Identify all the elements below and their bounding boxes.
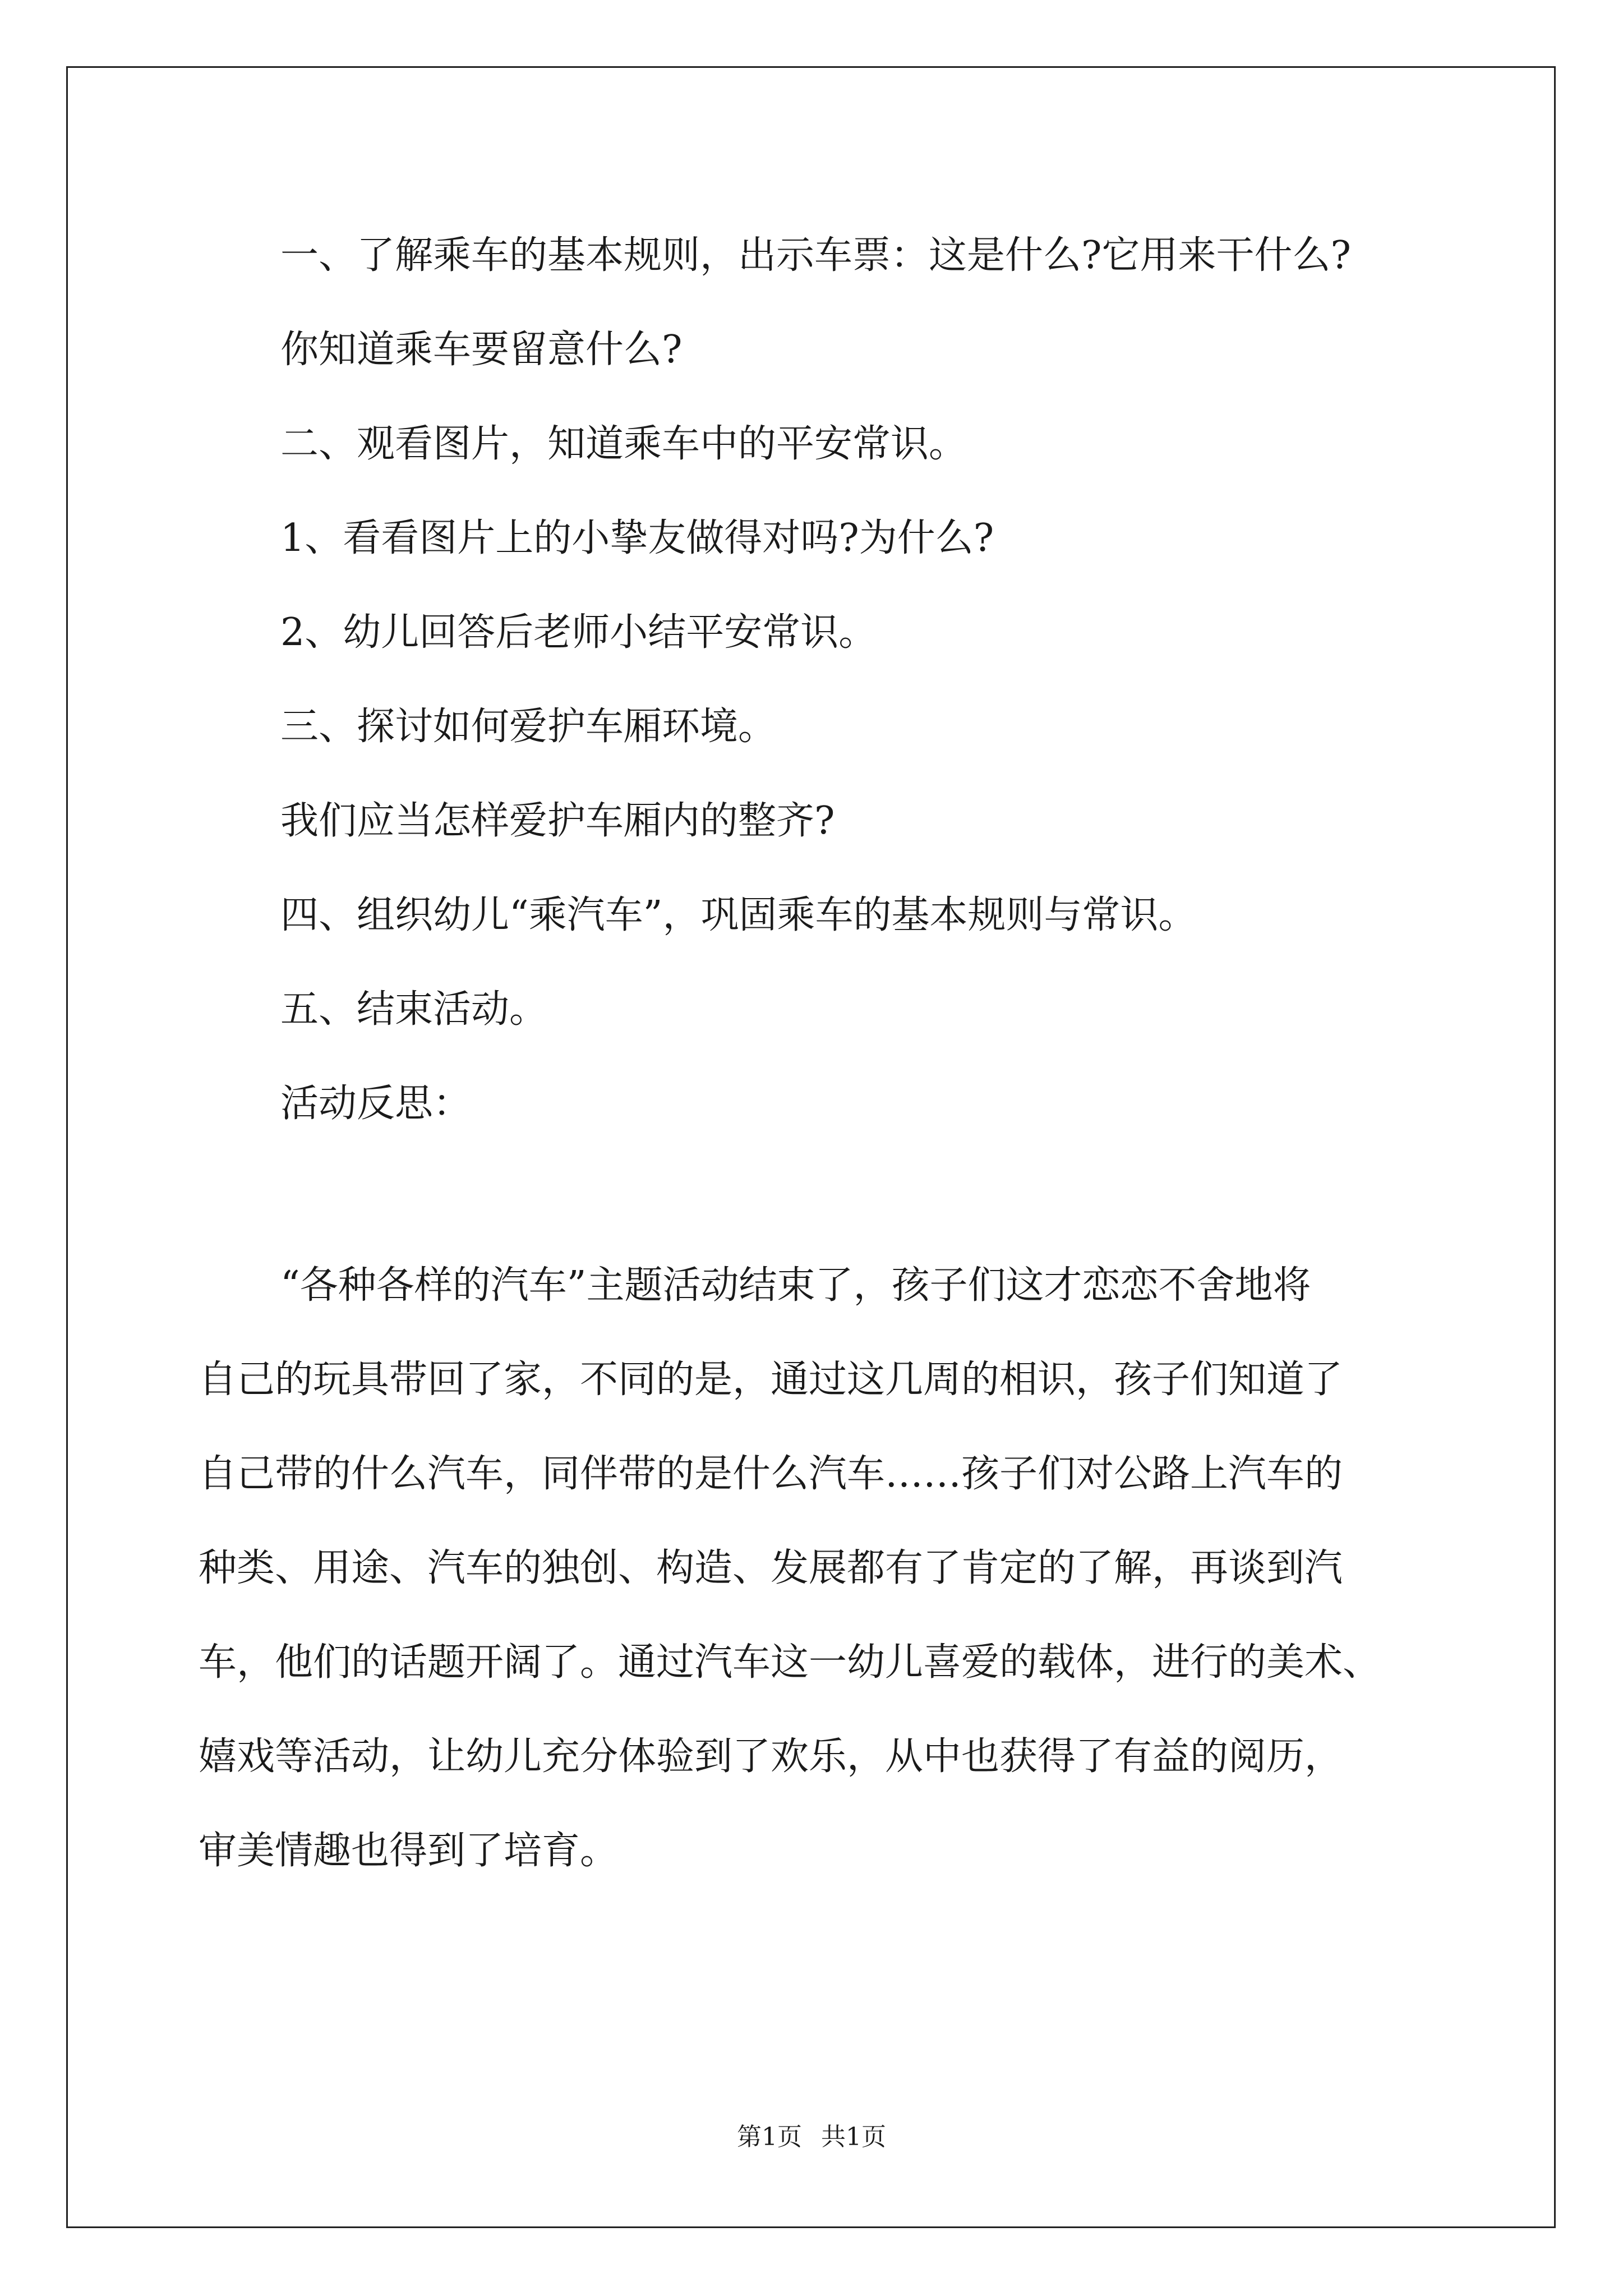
- page-number-total: 共1页: [821, 2123, 886, 2151]
- paragraph: 1、看看图片上的小挚友做得对吗?为什么?: [280, 516, 994, 560]
- document-body: [199, 209, 1488, 1151]
- reflection-line: 自己的玩具带回了家，不同的是，通过这几周的相识，孩子们知道了: [199, 1358, 1343, 1402]
- reflection-line: 审美情趣也得到了培育。: [199, 1829, 619, 1873]
- paragraph: 一、了解乘车的基本规则，出示车票：这是什么?它用来干什么?: [280, 233, 1351, 278]
- paragraph: 你知道乘车要留意什么?: [280, 328, 683, 372]
- paragraph: 四、组织幼儿“乘汽车”，巩固乘车的基本规则与常识。: [280, 893, 1197, 937]
- reflection-line: 种类、用途、汽车的独创、构造、发展都有了肯定的了解，再谈到汽: [199, 1546, 1343, 1590]
- paragraph: 我们应当怎样爱护车厢内的整齐?: [280, 799, 835, 843]
- paragraph: 2、幼儿回答后老师小结平安常识。: [280, 610, 877, 655]
- page-footer: [0, 2120, 1623, 2154]
- reflection-line: 车，他们的话题开阔了。通过汽车这一幼儿喜爱的载体，进行的美术、: [199, 1640, 1381, 1685]
- paragraph: 二、观看图片，知道乘车中的平安常识。: [280, 422, 967, 466]
- paragraph: 三、探讨如何爱护车厢环境。: [280, 705, 777, 749]
- reflection-paragraph: [199, 1239, 1488, 1898]
- reflection-line: “各种各样的汽车”主题活动结束了，孩子们这才恋恋不舍地将: [280, 1263, 1311, 1308]
- page-number-current: 第1页: [737, 2123, 802, 2151]
- paragraph: 活动反思：: [280, 1082, 472, 1126]
- reflection-line: 自己带的什么汽车，同伴带的是什么汽车……孩子们对公路上汽车的: [199, 1452, 1343, 1496]
- paragraph: 五、结束活动。: [280, 987, 548, 1032]
- reflection-line: 嬉戏等活动，让幼儿充分体验到了欢乐，从中也获得了有益的阅历，: [199, 1734, 1343, 1779]
